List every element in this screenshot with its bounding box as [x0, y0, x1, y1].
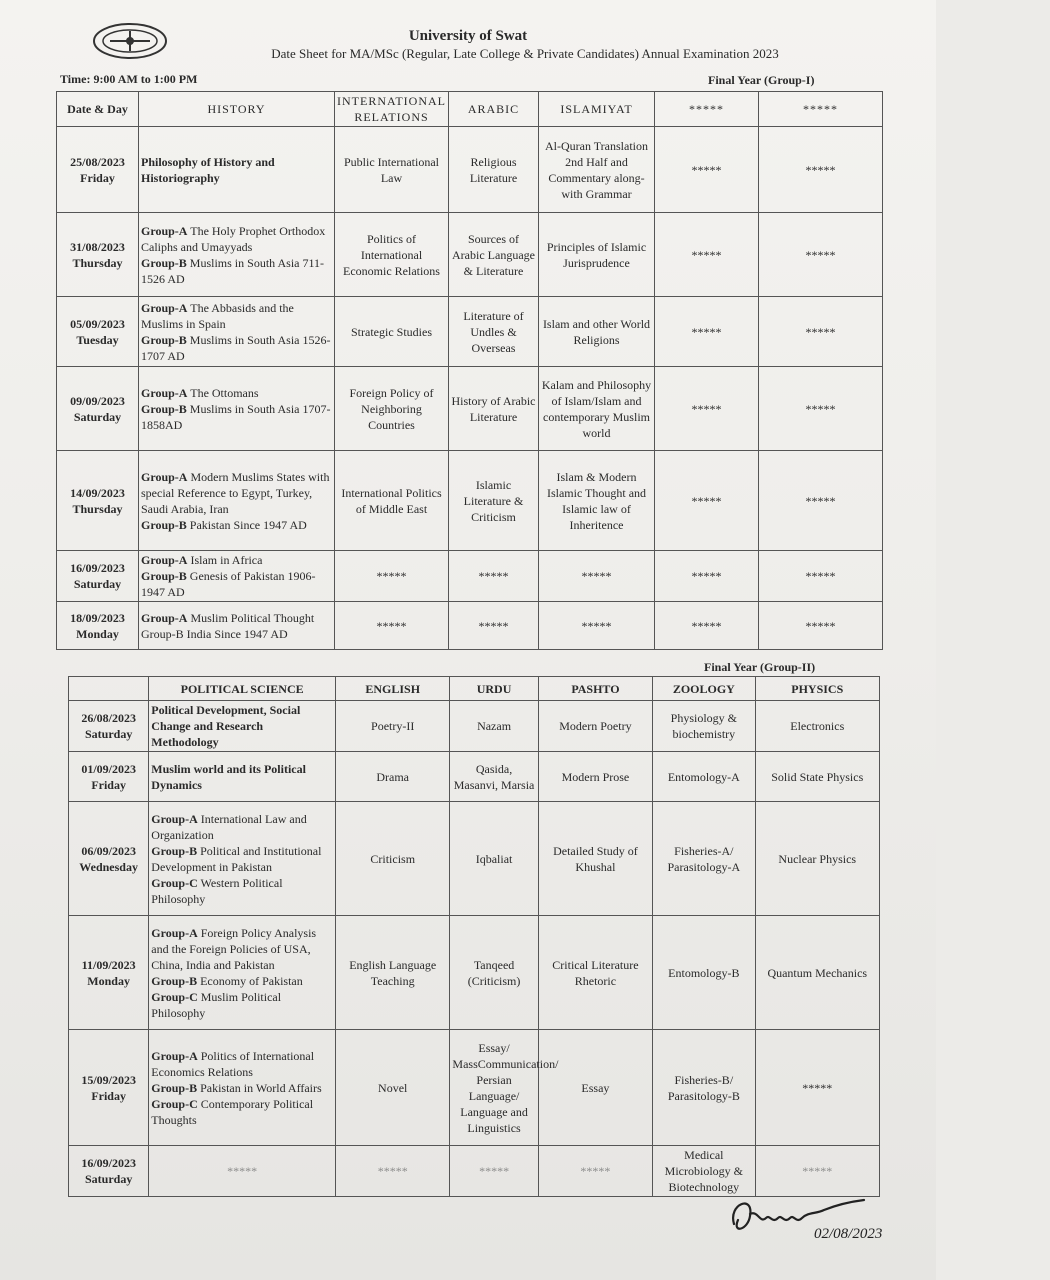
blank-cell: ***** — [759, 602, 883, 650]
blank-cell: ***** — [655, 297, 759, 367]
zoology-cell: Medical Microbiology & Biotechnology — [653, 1146, 755, 1197]
english-cell: Criticism — [335, 802, 449, 916]
header-islamiyat: ISLAMIYAT — [539, 92, 655, 127]
header-history: HISTORY — [139, 92, 335, 127]
table-row — [69, 916, 880, 1030]
exam-date: 01/09/2023 — [81, 761, 136, 776]
exam-date: 15/09/2023 — [81, 1072, 136, 1087]
group-1-table — [56, 91, 883, 650]
blank-cell: ***** — [759, 127, 883, 213]
group-subject: Political Development, Social Change and Research Methodology — [151, 703, 301, 749]
group-subject: ***** — [227, 1164, 258, 1178]
islamiyat-cell: ***** — [539, 551, 655, 602]
exam-day: Friday — [80, 170, 115, 185]
header-arabic: ARABIC — [449, 92, 539, 127]
header-urdu: URDU — [450, 677, 538, 701]
pashto-cell: Modern Poetry — [538, 701, 652, 752]
group-label: Group-B — [151, 843, 198, 858]
group-label: Group-B — [151, 1080, 198, 1095]
exam-date: 16/09/2023 — [70, 561, 125, 575]
group-label: Group-B — [141, 255, 187, 270]
pashto-cell: Modern Prose — [538, 752, 652, 802]
header-date-blank — [69, 677, 149, 701]
header-zoology: ZOOLOGY — [653, 677, 755, 701]
exam-date: 26/08/2023 — [81, 711, 136, 725]
group-subject: Muslim world and its Political Dynamics — [151, 761, 306, 792]
pashto-cell: Essay — [538, 1030, 652, 1146]
exam-date: 25/08/2023 — [70, 154, 125, 169]
group-subject: Economy of Pakistan — [197, 973, 303, 988]
date-cell — [57, 213, 139, 297]
physics-cell: Solid State Physics — [755, 752, 879, 802]
blank-cell: ***** — [759, 297, 883, 367]
group-subject: The Abbasids and the Muslims in Spain — [141, 300, 294, 331]
group-label: Group-A — [141, 469, 188, 484]
table-row — [69, 701, 880, 752]
ir-cell: Foreign Policy of Neighboring Countries — [335, 367, 449, 451]
physics-cell: ***** — [755, 1146, 879, 1197]
urdu-cell: Qasida, Masanvi, Marsia — [450, 752, 538, 802]
islamiyat-cell: Islam & Modern Islamic Thought and Islamic law of Inheritence — [539, 451, 655, 551]
date-cell — [57, 127, 139, 213]
arabic-cell: Sources of Arabic Language & Literature — [449, 213, 539, 297]
ir-cell: Politics of International Economic Relations — [335, 213, 449, 297]
exam-day: Monday — [76, 626, 119, 641]
table-row — [57, 213, 883, 297]
ir-cell: ***** — [335, 551, 449, 602]
exam-date: 31/08/2023 — [70, 239, 125, 254]
group-label: Group-B — [141, 569, 187, 583]
date-cell — [69, 752, 149, 802]
group-subject: Western Political Philosophy — [151, 875, 283, 906]
islamiyat-cell: Islam and other World Religions — [539, 297, 655, 367]
header-english: ENGLISH — [335, 677, 449, 701]
group-2-table — [68, 676, 880, 1197]
header-physics: PHYSICS — [755, 677, 879, 701]
blank-cell: ***** — [655, 551, 759, 602]
group-subject: Foreign Policy Analysis and the Foreign Policies of USA, China, India and Pakistan — [151, 925, 317, 972]
islamiyat-cell: Principles of Islamic Jurisprudence — [539, 213, 655, 297]
english-cell: English Language Teaching — [335, 916, 449, 1030]
history-cell — [139, 213, 335, 297]
table-row — [69, 802, 880, 916]
header-international-relations: INTERNATIONAL RELATIONS — [335, 92, 449, 127]
group-subject: Muslim Political Thought — [187, 610, 315, 625]
ir-cell: ***** — [335, 602, 449, 650]
header-political-science: POLITICAL SCIENCE — [149, 677, 336, 701]
arabic-cell: ***** — [449, 602, 539, 650]
blank-cell: ***** — [759, 551, 883, 602]
group-label: Group-B — [141, 626, 184, 641]
group-label: Group-C — [151, 989, 198, 1004]
exam-day: Thursday — [72, 255, 123, 270]
arabic-cell: Religious Literature — [449, 127, 539, 213]
group-label: Group-A — [141, 385, 188, 400]
date-cell — [57, 551, 139, 602]
group-subject: Islam in Africa — [187, 553, 263, 567]
zoology-cell: Fisheries-A/ Parasitology-A — [653, 802, 755, 916]
exam-date: 06/09/2023 — [81, 843, 136, 858]
islamiyat-cell: ***** — [539, 602, 655, 650]
table-row — [57, 367, 883, 451]
islamiyat-cell: Al-Quran Translation 2nd Half and Commentary along-with Grammar — [539, 127, 655, 213]
blank-cell: ***** — [655, 451, 759, 551]
exam-date: 14/09/2023 — [70, 485, 125, 500]
exam-day: Wednesday — [79, 859, 138, 874]
physics-cell: Electronics — [755, 701, 879, 752]
group-subject: India Since 1947 AD — [183, 626, 288, 641]
urdu-cell: Nazam — [450, 701, 538, 752]
exam-date: 11/09/2023 — [81, 957, 136, 972]
exam-day: Friday — [91, 777, 126, 792]
exam-day: Monday — [87, 973, 130, 988]
table-header-row — [69, 677, 880, 701]
exam-date: 09/09/2023 — [70, 393, 125, 408]
blank-cell: ***** — [655, 602, 759, 650]
table-row — [57, 297, 883, 367]
physics-cell: Nuclear Physics — [755, 802, 879, 916]
signature-icon — [724, 1184, 874, 1254]
exam-date: 18/09/2023 — [70, 610, 125, 625]
history-cell — [139, 297, 335, 367]
group-subject: Genesis of Pakistan 1906-1947 AD — [141, 569, 316, 599]
group-label: Group-B — [151, 973, 198, 988]
exam-day: Friday — [91, 1088, 126, 1103]
group-subject: Muslims in South Asia 1707-1858AD — [141, 401, 331, 432]
group-1-label: Final Year (Group-I) — [708, 73, 815, 87]
group-subject: Modern Muslims States with special Reference to Egypt, Turkey, Saudi Arabia, Iran — [141, 469, 330, 516]
group-label: Group-B — [141, 401, 187, 416]
exam-day: Thursday — [72, 501, 123, 516]
table-row — [69, 752, 880, 802]
group-2-label: Final Year (Group-II) — [704, 660, 816, 674]
group-label: Group-B — [141, 332, 187, 347]
political-science-cell — [149, 701, 336, 752]
ir-cell: Strategic Studies — [335, 297, 449, 367]
table-row — [57, 127, 883, 213]
group-subject: Contemporary Political Thoughts — [151, 1096, 314, 1127]
political-science-cell — [149, 1146, 336, 1197]
blank-cell: ***** — [655, 367, 759, 451]
ir-cell: International Politics of Middle East — [335, 451, 449, 551]
group-label: Group-A — [151, 925, 198, 940]
header-blank-2: ***** — [759, 92, 883, 127]
group-label: Group-A — [151, 1048, 198, 1063]
date-sheet-subtitle: Date Sheet for MA/MSc (Regular, Late College & Private Candidates) Annual Examination 2023 — [271, 46, 779, 61]
blank-cell: ***** — [655, 127, 759, 213]
group-label: Group-A — [141, 610, 188, 625]
exam-day: Saturday — [84, 1172, 133, 1186]
history-cell — [139, 367, 335, 451]
pashto-cell: Critical Literature Rhetoric — [538, 916, 652, 1030]
header-pashto: PASHTO — [538, 677, 652, 701]
pashto-cell: Detailed Study of Khushal — [538, 802, 652, 916]
arabic-cell: Literature of Undles & Overseas — [449, 297, 539, 367]
english-cell: Poetry-II — [335, 701, 449, 752]
table-row — [57, 551, 883, 602]
english-cell: Novel — [335, 1030, 449, 1146]
political-science-cell — [149, 916, 336, 1030]
table-row — [69, 1030, 880, 1146]
date-cell — [69, 1146, 149, 1197]
ir-cell: Public International Law — [335, 127, 449, 213]
group-label: Group-C — [151, 1096, 198, 1111]
history-cell — [139, 451, 335, 551]
group-label: Group-A — [141, 300, 188, 315]
group-label: Group-C — [151, 875, 198, 890]
exam-day: Tuesday — [76, 332, 119, 347]
group-subject: International Law and Organization — [151, 811, 307, 842]
header-date-day: Date & Day — [57, 92, 139, 127]
blank-cell: ***** — [655, 213, 759, 297]
group-label: Group-A — [141, 223, 188, 238]
political-science-cell — [149, 752, 336, 802]
group-subject: The Holy Prophet Orthodox Caliphs and Umayyads — [141, 223, 326, 254]
blank-cell: ***** — [759, 367, 883, 451]
urdu-cell: ***** — [450, 1146, 538, 1197]
urdu-cell: Essay/ MassCommunication/ Persian Language/ Language and Linguistics — [450, 1030, 538, 1146]
english-cell: Drama — [335, 752, 449, 802]
group-label: Group-A — [151, 811, 198, 826]
blank-cell: ***** — [759, 451, 883, 551]
blank-cell: ***** — [759, 213, 883, 297]
group-label: Group-B — [141, 517, 187, 532]
date-cell — [69, 701, 149, 752]
date-cell — [57, 602, 139, 650]
group-subject: Politics of International Economics Relations — [151, 1048, 315, 1079]
exam-day: Saturday — [73, 409, 122, 424]
arabic-cell: ***** — [449, 551, 539, 602]
urdu-cell: Tanqeed (Criticism) — [450, 916, 538, 1030]
exam-day: Saturday — [84, 727, 133, 741]
political-science-cell — [149, 802, 336, 916]
zoology-cell: Entomology-A — [653, 752, 755, 802]
date-cell — [69, 802, 149, 916]
date-cell — [57, 451, 139, 551]
history-cell: Philosophy of History and Historiography — [139, 127, 335, 213]
table-row — [57, 451, 883, 551]
group-subject: Muslims in South Asia 711-1526 AD — [141, 255, 325, 286]
history-cell — [139, 602, 335, 650]
zoology-cell: Fisheries-B/ Parasitology-B — [653, 1030, 755, 1146]
arabic-cell: Islamic Literature & Criticism — [449, 451, 539, 551]
history-cell — [139, 551, 335, 602]
physics-cell: Quantum Mechanics — [755, 916, 879, 1030]
exam-date: 05/09/2023 — [70, 316, 125, 331]
group-subject: Pakistan in World Affairs — [197, 1080, 322, 1095]
english-cell: ***** — [335, 1146, 449, 1197]
date-cell — [69, 1030, 149, 1146]
group-label: Group-A — [141, 553, 188, 567]
header-blank-1: ***** — [655, 92, 759, 127]
table-row — [57, 602, 883, 650]
exam-day: Saturday — [73, 577, 122, 591]
group-subject: Political and Institutional Development in Pakistan — [151, 843, 322, 874]
arabic-cell: History of Arabic Literature — [449, 367, 539, 451]
date-cell — [69, 916, 149, 1030]
exam-date: 16/09/2023 — [81, 1156, 136, 1170]
university-title: University of Swat — [408, 28, 528, 44]
date-cell — [57, 297, 139, 367]
physics-cell: ***** — [755, 1030, 879, 1146]
zoology-cell: Entomology-B — [653, 916, 755, 1030]
political-science-cell — [149, 1030, 336, 1146]
table-header-row — [57, 92, 883, 127]
signature-date: 02/08/2023 — [814, 1226, 883, 1242]
zoology-cell: Physiology & biochemistry — [653, 701, 755, 752]
group-subject: The Ottomans — [187, 385, 259, 400]
pashto-cell: ***** — [538, 1146, 652, 1197]
group-subject: Muslim Political Philosophy — [151, 989, 282, 1020]
date-cell — [57, 367, 139, 451]
group-subject: Muslims in South Asia 1526-1707 AD — [141, 332, 331, 363]
group-subject: Pakistan Since 1947 AD — [186, 517, 307, 532]
exam-time: Time: 9:00 AM to 1:00 PM — [60, 72, 198, 86]
urdu-cell: Iqbaliat — [450, 802, 538, 916]
islamiyat-cell: Kalam and Philosophy of Islam/Islam and contemporary Muslim world — [539, 367, 655, 451]
